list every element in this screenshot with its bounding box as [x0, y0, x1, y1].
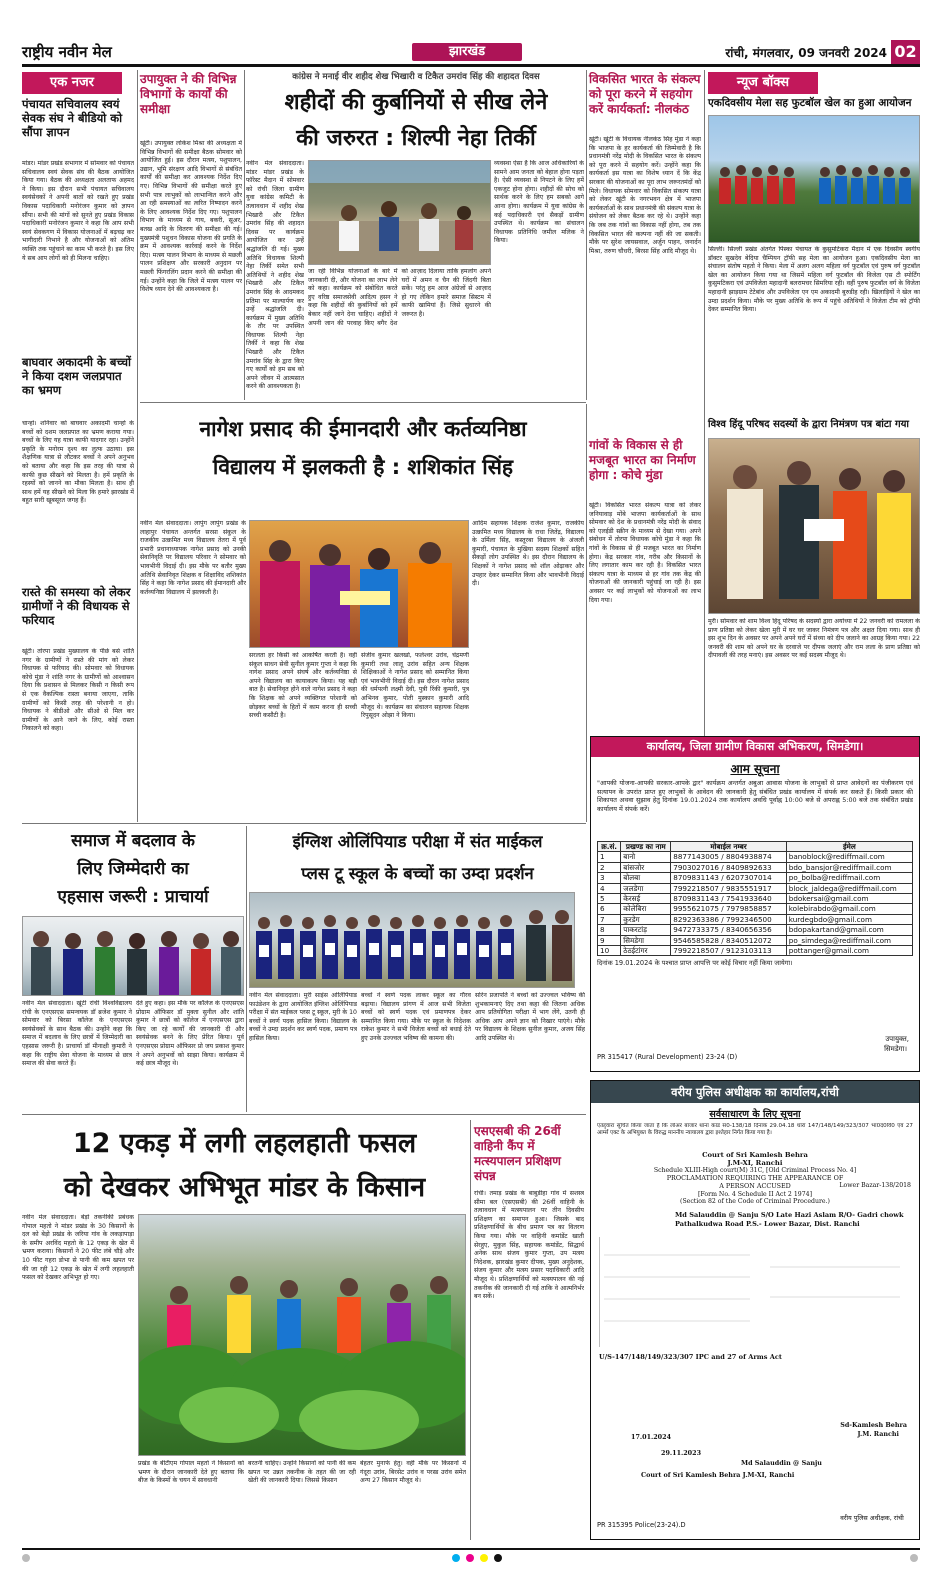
news-box-tag: न्यूज बॉक्स [708, 72, 818, 94]
cmyk-cyan-dot [452, 1554, 460, 1562]
karyalay-sign1: उपायुक्त, [885, 1035, 909, 1043]
row-rule-3 [22, 1114, 586, 1115]
shaheed-body-1: नवीन मेल संवाददाता। मांडर मांडर प्रखंड के फॉरेस्ट मैदान में सोमवार को रांची जिला ग्रामीण युवा कांग्रेस कमिटी के तत्वावधान में शहीद शेख भिखारी और टिकैत उमरांव सिंह की शहादत दिवस पर कार्यक्रम आयोजित कर उन्हें श्रद्धांजलि दी गई। मुख्य अतिथि विधायक शिल्पी नेहा तिर्की समेत सभी अतिथियों ने शहीद शेख भिखारी और टिकैत उमरांव सिंह के आदमकद प्रतिमा पर माल्यार्पण कर उन्हें श्रद्धांजलि दी। कार्यक्रम में मुख्य अतिथि के तौर पर उपस्थित विधायक शिल्पी नेहा तिर्की ने कहा कि शेख भिखारी और टिकैत उमरांव सिंह के द्वारा किए गए कार्यों को हम सब को अपने जीवन में आत्मसात करने की आवश्यकता है। [246, 160, 304, 391]
newsbox-body-2: मुरी। सोमवार को शाम विश्व हिंदू परिषद के सदस्यों द्वारा अयोध्या में 22 जनवरी को रामलला के प्राण प्रतिष्ठा को लेकर खेला मुरी में घर घर जाकर निमंत्रण पत्र और अक्षत दिया गया। साथ ही इस शुभ दिन के अवसर पर अपने अपने घरों में संध्या को दीप जलाने का आग्रह किया गया। 22 जनवरी की शाम को अपने घर के दरवाजे पर दीपक जलाएं और राम लला के प्राण प्रतिष्ठा को दीपावली की तरह मनाएं। इस अवसर पर कई सदस्य मौजूद थे। [708, 618, 920, 660]
table-row [598, 914, 913, 924]
viksit-headline: विकसित भारत के संकल्प को पूरा करने में सहयोग करें कार्यकर्ता: नीलकंठ [589, 72, 701, 116]
table-cell: बानो [621, 852, 671, 862]
s1-headline: पंचायत सचिवालय स्वयं सेवक संघ ने बीडियो को सौंपा ज्ञापन [22, 97, 123, 139]
nagesh-body-4: संजीव कुमार खलखो, फलेश्वर उरांव, चंद्रमणी कुमारी तथा लालू उरांव सहित अन्य शिक्षक शिक्षिकाओं ने नागेश प्रसाद को सम्मानित किया एवं भावभीनी विदाई दी। इस दौरान नागेश प्रसाद की धर्मपत्नी लक्ष्मी देवी, पुत्री रिंकी कुमारी, पुत्र अभिनव कुमार, पोती मुस्कान कुमारी आदि मौजूद थे। कार्यक्रम का संचालन सहायक शिक्षक रिपुसूदन ओझा ने किया। [361, 652, 469, 720]
samaj-body-2: देते हुए कहा। इस मौके पर कॉलेज के एनएसएस प्रोग्राम ऑफिसर डॉ मुक्ता सुनील और शांति कुमार ने छात्रों को कॉलेज में एनएसएस द्वारा किए जा रहे कार्यों की जानकारी दी और स्वयंसेवक बनने के लिए प्रेरित किया। पूर्व एनएसएस प्रोग्राम ऑफिसर प्रो जय प्रकाश कुमार ने अपने अनुभवों को साझा किया। कार्यक्रम में कई छात्र मौजूद थे। [136, 1000, 244, 1068]
police-date-2: 29.11.2023 [661, 1449, 702, 1457]
s3-headline: रास्ते की समस्या को लेकर ग्रामीणों ने की विधायक से फरियाद [22, 585, 131, 627]
section-tag: झारखंड [412, 43, 522, 61]
fasal-body-4: बेहतर मुनाफे हेतु। वहीं मौके पर किसानों में गंदूरा उरांव, बिरसेट उरांव व परस्ड उरांव समेत अन्य 27 किसान मौजूद थे। [360, 1460, 466, 1485]
shaheed-kicker: कांग्रेस ने मनाई वीर शहीद शेख भिखारी व टिकैत उमरांव सिंह की शहादत दिवस [292, 72, 540, 82]
cmyk-black-dot [494, 1554, 502, 1562]
fasal-headline-1: 12 एकड़ में लगी लहलहाती फसल [72, 1128, 417, 1159]
nagesh-body-2: सरलता हर किसी को आकर्षित करती है। वहीं संकुल साधन सेवी सुनील कुमार गुप्ता ने कहा कि नागेश प्रसाद अपने संघर्ष और कर्तव्यनिष्ठा से अपने विद्यालय का कायाकल्प किया। यह बड़ी बात है। सेवानिवृत होने वाले नागेश प्रसाद ने कहा कि शिक्षक को अपने व्यक्तिगत परेशानी को छोड़कर बच्चों के हितों में काम करना ही सच्ची सच्ची कसौटी है। [249, 652, 357, 720]
karyalay-table [597, 841, 913, 956]
karyalay-subtitle: आम सूचना [730, 762, 780, 776]
table-cell: 9546585828 / 8340512072 [671, 935, 787, 945]
vhp-photo [708, 438, 920, 614]
table-cell: 8709831143 / 7541933640 [671, 894, 787, 904]
table-row [598, 946, 913, 956]
table-cell: 9472733375 / 8340656356 [671, 925, 787, 935]
karyalay-table-header [598, 842, 913, 852]
table-cell: kurdegbdo@gmail.com [786, 914, 912, 924]
cmyk-magenta-dot [466, 1554, 474, 1562]
shaheed-body-3: व्यवस्था ऐसा है कि आज अधिकारियों के सामने आम जनता को बेहाल होना पड़ता है। ऐसी व्यवस्था से निपटने के लिए हमें एकजुट होना होगा। शहीदों की सोच को सार्थक करने के लिए हम सबको आगे आना होगा। कार्यक्रम में युवा कांग्रेस के कई पदाधिकारी एवं सैकड़ों ग्रामीण उपस्थित थे। कार्यक्रम का संचालन विधायक प्रतिनिधि जमील मलिक ने किया। [494, 160, 584, 245]
fasal-body-1: नवीन मेल संवाददाता। बेड़ो तकनीकी प्रबंधक गोपाल महतो ने मांडर प्रखंड के 30 किसानों के दल को बेड़ो प्रखंड के जरिया गांव के लकड़ापाड़ा के समीप अरविंद महतो के 12 एकड़ के खेत में भ्रमण कराया। किसानों ने 20 फीट लंबे चौड़े और 10 फीट गहरा डोभा से पानी की कम खपत पर की जा रही 12 एकड़ के खेत में लगी लहलहाती फसल को देखकर अभिभूत हो गए। [22, 1214, 134, 1282]
table-cell: बोलबा [621, 873, 671, 883]
table-cell: कोलेबिरा [621, 904, 671, 914]
page-number: 02 [891, 40, 920, 64]
table-cell: 2 [598, 862, 621, 872]
samaj-body: नवीन मेल संवाददाता। खूंटी रांची विश्वविद्यालय रांची के एनएसएस समन्वयक डॉ ब्रजेश कुमार ने सोमवार को बिरसा कॉलेज के एनएसएस स्वयंसेवकों के साथ बैठक की। उन्होंने कहा कि समाज में बदलाव के लिए छात्रों में जिम्मेदारी का एहसास जरूरी है। प्राचार्या डॉ मीनाक्षी कुमारी ने कहा कि राष्ट्रीय सेवा योजना के माध्यम से छात्र समाज की सेवा करते हैं। [22, 1000, 132, 1068]
police-sd-1: Sd-Kamlesh Behra [840, 1421, 907, 1429]
masthead-rule [22, 64, 920, 67]
karyalay-ad [590, 736, 920, 1072]
shaheed-photo [308, 160, 491, 265]
police-court-3: Court of Sri Kamlesh Behra J.M-XI, Ranchi [641, 1471, 795, 1479]
shaheed-headline-2: की जरुरत : शिल्पी नेहा तिर्की [296, 126, 536, 151]
row-rule-2 [22, 823, 586, 824]
table-cell: 8709831143 / 6207307014 [671, 873, 787, 883]
karyalay-table-wrap [597, 841, 913, 956]
fasal-crop-field [139, 1215, 466, 1456]
table-cell: सिमडेगा [621, 935, 671, 945]
table-cell: कुरडेग [621, 914, 671, 924]
table-cell: 10 [598, 946, 621, 956]
police-ad [590, 1080, 920, 1540]
nagesh-headline-2: विद्यालय में झलकती है : शशिकांत सिंह [212, 455, 514, 479]
police-proclamation-row [591, 1182, 919, 1191]
olympiad-students [250, 893, 575, 988]
karyalay-sign2: सिमडेगा। [884, 1045, 907, 1053]
cmyk-strip [22, 1554, 920, 1564]
viksit-body-2: खूंटी। विकसित भारत संकल्प यात्रा को लेकर जनियावाड़ मोंबे भाजपा कार्यकर्ताओं के साथ सोमवार को देश के प्रधानमंत्री नरेंद्र मोदी के संवाद को एलईडी स्क्रीन के माध्यम से देखा गया। अपने संबोधन में तोरपा विधायक कोचे मुंडा ने कहा कि गांवों के विकास से ही मजबूत भारत का निर्माण होगा। केंद्र सरकार गांव, गरीब और किसानों के लिए लगातार काम कर रही है। विकसित भारत संकल्प यात्रा के माध्यम से हर गांव तक केंद्र की योजनाओं की जानकारी पहुंचाई जा रही है। इस अवसर पर कई लाभुकों को योजनाओं का लाभ दिया गया। [589, 502, 701, 604]
karyalay-table-body [598, 852, 913, 956]
olympiad-headline-1: इंग्लिश ओलिंपियाड परीक्षा में संत माईकल [292, 832, 543, 851]
nagesh-photo-figures [250, 521, 469, 648]
table-cell: 3 [598, 873, 621, 883]
table-row [598, 894, 913, 904]
olympiad-body-1: नवीन मेल संवाददाता। मुरी साइंस ओलिंपियाड फाउंडेशन के द्वारा आयोजित इंग्लिश ओलिंपियाड परीक्षा में संत माईकल प्लस टू स्कूल, मुरी के 10 बच्चों ने स्वर्ण पदक हासिल किया। विद्यालय के बच्चों ने उम्दा प्रदर्शन कर स्वर्ण पदक, प्रमाण पत्र हासिल किया। [249, 992, 357, 1042]
table-row [598, 904, 913, 914]
dateline: रांची, मंगलवार, 09 जनवरी 2024 [725, 46, 887, 60]
table-cell: bdopakartand@gmail.com [786, 925, 912, 935]
police-form-lines-svg [600, 1237, 912, 1347]
table-cell: bdokersai@gmail.com [786, 894, 912, 904]
karyalay-title: कार्यालय, जिला ग्रामीण विकास अभिकरण, सिमडेगा। [591, 737, 919, 757]
shaheed-headline-1: शहीदों की कुर्बानियों से सीख लेने [284, 90, 548, 115]
police-section: (Section 82 of the Code of Criminal Procedure.) [680, 1198, 830, 1205]
nagesh-body-1: नवीन मेल संवाददाता। लापुंग लापुंग प्रखंड के लाहापुर पंचायत अन्तर्गत सरसा संकुल के राजकीय उत्क्रमित मध्य विद्यालय तेतरा में पूर्व प्रभारी प्रधानाध्यापक नागेश प्रसाद को उनकी सेवानिवृति पर विद्यालय परिवार ने सोमवार को भावभीनी विदाई दी। इस मौके पर बतौर मुख्य अतिथि सेवानिवृत शिक्षक व शिक्षाविद शशिकांत सिंह ने कहा कि नागेश प्रसाद की ईमानदारी और कर्तव्यनिष्ठा विद्यालय में झलकती है। [140, 520, 246, 596]
nagesh-photo [249, 520, 469, 648]
police-ipc: U/S-147/148/149/323/307 IPC and 27 of Arms Act [599, 1353, 782, 1361]
fasal-photo [138, 1214, 466, 1456]
samaj-photo-figures [23, 917, 244, 996]
s2-headline: बाघवार अकादमी के बच्चों ने किया दशम जलप्रपात का भ्रमण [22, 355, 132, 397]
newsbox-headline-2: विश्व हिंदू परिषद सदस्यों के द्वारा निमंत्रण पत्र बांटा गया [708, 419, 910, 430]
nagesh-body-3: आदिम सहायक शिक्षक राजेश कुमार, राजकीय उत्क्रमित मध्य विद्यालय के राधा जितेंद्र, विद्यालय के उर्मिला सिंह, कस्तूरबा विद्यालय के अंजली कुमारी, पंचायत के मुखिया सदस्य शिक्षकों सहित सैकड़ों लोग उपस्थित थे। इस दौरान विद्यालय के शिक्षकों ने नागेश प्रसाद को शॉल ओढ़ाकर और उपहार देकर सम्मानित किया और भावभीनी विदाई दी। [472, 520, 584, 588]
col-rule-3 [586, 70, 587, 400]
table-cell: bdo_bansjor@rediffmail.com [786, 862, 912, 872]
table-cell: जलडेगा [621, 883, 671, 893]
col-rule-6 [246, 826, 247, 1112]
table-cell: 1 [598, 852, 621, 862]
s1-body: मांडर। मांडर प्रखंड सभागार में सोमवार को पंचायत सचिवालय स्वयं सेवक संघ की बैठक आयोजित किया गया। बैठक की अध्यक्षता अलताफ अहमद ने किया। इस दौरान सभी पंचायत सचिवालय स्वयंसेवकों ने अपनी बातों को रखते हुए प्रखंड विकास पदाधिकारी मनोरंजन कुमार को ज्ञापन सौंपा। सभी की मांगों को सुनते हुए प्रखंड विकास पदाधिकारी मनोरंजन कुमार ने कहा कि आप सभी स्वयं सेवकगण में विकास योजनाओं में बढ़चढ़ कर भागीदारी निभाने है और योजनाओं को अंतिम व्यक्ति तक पहुंचाने का काम भी करते है। इस लिए ये सब आप लोगों को ही मिलना चाहिए। [22, 160, 134, 262]
table-cell: pottanger@gmail.com [786, 946, 912, 956]
cmyk-gray-dot [22, 1554, 30, 1562]
ek-nazar-tag: एक नजर [22, 72, 122, 94]
police-proclamation-2: A PERSON ACCUSED [719, 1182, 791, 1190]
table-row [598, 883, 913, 893]
table-cell: po_bolba@rediffmail.com [786, 873, 912, 883]
police-court-1: Court of Sri Kamlesh Behra [702, 1151, 808, 1159]
police-proclamation-1: PROCLAMATION REQUIRING THE APPEARANCE OF [666, 1174, 844, 1182]
table-cell: kolebirabdo@gmail.com [786, 904, 912, 914]
nagesh-headline-1: नागेश प्रसाद की ईमानदारी और कर्तव्यनिष्ठा [199, 417, 527, 441]
col-rule-7 [470, 1120, 471, 1540]
police-sd-2: J.M. Ranchi [857, 1430, 899, 1438]
s2-body: चान्हो। शनिवार को बाघवार अकादमी चान्हो के बच्चों को दशम जलप्रपात का भ्रमण कराया गया। बच्चों के लिए यह यात्रा काफी यादगार रहा। उन्होंने प्रकृति के मनोरम दृश्य का लुत्फ उठाया। इस शैक्षणिक यात्रा से लौटकर बच्चों ने अपने अनुभव को बताया और कहा कि इस तरह की यात्रा से काफी कुछ सीखने को मिलता है। हमें प्रकृति के रहस्यों को जानने का मौका मिलता है। साथ ही साथ हमें यह सीखने को मिला कि हमारे झारखंड में बहुत सारी खूबसूरत जगह हैं। [22, 420, 134, 505]
newsbox-body-1: सिल्ली। सिल्ली प्रखंड अंतर्गत पिस्का पंचायत के कुसुमटिकरा मैदान में एक दिवसीय स्वर्गीय डॉक्टर सुखदेव बेदिया चैम्पियन ट्रॉफी सह मेला का आयोजन हुआ। एकदिवसीय मेला का संचालन संतोष महतो ने किया। मेला में अलग अलग महिला वर्ग फुटबॉल एवं पुरुष वर्ग फुटबॉल खेल का आयोजन किया गया था जिसमें महिला वर्ग फुटबॉल की विजेता एस टी स्पोर्टिंग कुसुमटिकरा एवं उपविजेता महादानी बलरामचर सिमरिया रही। वहीं पुरुष फुटबॉल वर्ग के विजेता महादानी झाड़ग्राम टेटेबांध और उपविजेता एन एम अकादमी बुरुडीह रही। खिलाड़ियों ने खेल का उम्दा प्रदर्शन किया। मौके पर मुख्य अतिथि के रूप में पहुंचे अतिथियों ने विजेता टीम को ट्रॉफी देकर सम्मानित किया। [708, 246, 920, 314]
police-subtitle: सर्वसाधारण के लिए सूचना [709, 1109, 801, 1120]
col-rule-2 [244, 70, 245, 400]
karyalay-pr: PR 315417 (Rural Development) 23-24 (D) [597, 1053, 738, 1061]
table-row [598, 935, 913, 945]
shaheed-photo-figures [309, 161, 491, 265]
table-cell: 5 [598, 894, 621, 904]
police-date-1: 17.01.2024 [631, 1433, 672, 1441]
police-schedule: Schedule XLIII-High court(M) 31C, [Old Criminal Process No. 4] [653, 1167, 857, 1174]
ssb-headline: एसएसबी की 26वीं वाहिनी कैंप में मत्स्यपालन प्रशिक्षण संपन्न [474, 1124, 561, 1183]
football-team-figures [709, 116, 920, 243]
table-cell: 7 [598, 914, 621, 924]
olympiad-headline-2: प्लस टू स्कूल के बच्चों का उम्दा प्रदर्शन [301, 864, 534, 883]
table-cell: 8 [598, 925, 621, 935]
shaheed-body-2: जा रही विभिन्न योजनाओं के बारे में जानकारी दी, और योजना का लाभ लेने को कहा। कार्यक्रम को संबोधित करते हुए वरिष्ठ समाजसेवी आदित्य हसन ने कहा कि शहीदों की कुर्बानियों को हमें बेकार नहीं जाने देना चाहिए। शहीदों ने अपनी जान की परवाह किए बगैर देश को आज़ाद दिलाया ताकि हमलोग अपने घरों में अमन व चैन की जिंदगी बिता सकें। परंतु हम आज अंग्रेजों से आज़ाद हो गए लेकिन हमारे समाज सिस्टम में काफी खामियां हैं। जिसे सुधारने की जरूरत है। [308, 268, 491, 327]
police-form: [Form No. 4 Schedule II Act 2 1974] [698, 1191, 812, 1198]
table-cell: 9955621075 / 7979858857 [671, 904, 787, 914]
football-photo [708, 115, 920, 243]
cmyk-gray-dot-2 [910, 1554, 918, 1562]
table-header-cell: प्रखण्ड का नाम [621, 842, 671, 852]
table-cell: 4 [598, 883, 621, 893]
olympiad-body-2: बच्चों ने स्वर्ण पदक लाकर स्कूल का गौरव बढ़ाया। विद्यालय प्रांगण में आज सभी विजेता बच्चों को स्वर्ण पदक एवं प्रमाणपत्र देकर सम्मानित किया गया। मौके पर स्कूल के निदेशक राकेश कुमार ने सभी विजेता बच्चों को बधाई देते हुए उनके उज्ज्वल भविष्य की कामना की। [361, 992, 471, 1042]
karyalay-intro: "आपकी योजना-आपकी सरकार-आपके द्वार" कार्यक्रम अन्तर्गत अबुआ आवास योजना के लाभुकों से प्राप्त आवेदनों का पंजीकरण एवं सत्यापन के उपरांत प्राप्त हुए लाभुकों के आवेदन की जानकारी हेतु संबंधित प्रखंड कार्यालय में संपर्क कर सकते हैं। किसी प्रकार की शिकायत अथवा सुझाव हेतु दिनांक 19.01.2024 तक कार्यालय अवधि पूर्वाह्न 10:00 बजे से अपराह्न 5:00 बजे तक संबंधित प्रखंड कार्यालय में संपर्क करें। [597, 779, 913, 813]
olympiad-body-3: सोरेन प्रजापति ने बच्चों को उज्ज्वल भविष्य की शुभकामनाएं दिए तथा कहा की जितना अधिक आप प्रतियोगिता परीक्षा में भाग लेंगे, उतनी ही अधिक आप अपने ज्ञान को निखार पाएंगे। मौके पर विद्यालय के शिक्षक सुनील कुमार, अजय सिंह आदि उपस्थित थे। [475, 992, 585, 1042]
col-rule-5 [586, 404, 587, 822]
table-header-cell: क्र.सं. [598, 842, 621, 852]
table-cell: block_jaldega@rediffmail.com [786, 883, 912, 893]
row-rule-1 [140, 402, 586, 403]
table-cell: पाकरटांड़ [621, 925, 671, 935]
samaj-headline-2: लिए जिम्मेदारी का [77, 859, 189, 879]
table-cell: 7992218507 / 9835551917 [671, 883, 787, 893]
police-accused-2: Md Salauddin @ Sanju [741, 1459, 822, 1467]
table-header-cell: मोबाईल नम्बर [671, 842, 787, 852]
cmyk-yellow-dot [480, 1554, 488, 1562]
vhp-photo-figures [709, 439, 920, 614]
table-cell: 6 [598, 904, 621, 914]
police-form-lines [599, 1237, 911, 1347]
fasal-body-3: बरतनी चाहिए। उन्होंने किसानों को पानी की कम खपत पर उन्नत तकनीक के तहत की जा रही खेती की जानकारी दिया। जिससे किसान [248, 1460, 356, 1485]
upayukt-headline: उपायुक्त ने की विभिन्न विभागों के कार्यों की समीक्षा [140, 72, 237, 116]
table-cell: 7992218507 / 9123103113 [671, 946, 787, 956]
newsbox-headline-1: एकदिवसीय मेला सह फुटबॉल खेल का हुआ आयोजन [708, 97, 912, 109]
table-row [598, 862, 913, 872]
table-cell: ठेठईटांगर [621, 946, 671, 956]
table-cell: banoblock@rediffmail.com [786, 852, 912, 862]
samaj-headline-3: एहसास जरूरी : प्राचार्या [57, 887, 209, 907]
police-case: Lower Bazar-138/2018 [839, 1182, 911, 1189]
masthead-name: राष्ट्रीय नवीन मेल [22, 43, 112, 61]
police-sign: वरीय पुलिस अधीक्षक, रांची [840, 1514, 904, 1522]
table-cell: po_simdega@rediffmail.com [786, 935, 912, 945]
police-title: वरीय पुलिस अधीक्षक का कार्यालय,रांची [591, 1081, 919, 1103]
police-accused: Md Salauddin @ Sanju S/O Late Hazi Aslam R/O- Gadri chowk Pathalkudwa Road P.S.- Lower Bazar, Dist. Ranchi [675, 1211, 904, 1228]
table-header-cell: ईमेल [786, 842, 912, 852]
viksit-body: खूंटी। खूंटी के विधायक नीलकंठ सिंह मुंडा ने कहा कि भाजपा के हर कार्यकर्ता की जिम्मेवारी है कि प्रधानमंत्री नरेंद्र मोदी के विकसित भारत के संकल्प को पूरा करने में सहयोग करें। उन्होंने कहा कि कार्यकर्ता इस यात्रा का विशेष ध्यान दें कि केंद्र सरकार की योजनाओं का पूरा लाभ जरूरतमंदों को मिले। विधायक सोमवार को विकसित संकल्प यात्रा को लेकर खूंटी के नगरभवन क्षेत्र में भाजपा कार्यकर्ताओं के साथ प्रधानमंत्री की संकल्प यात्रा के संयोजन को लेकर बैठक कर रहे थे। उन्होंने कहा कि जब तक गांवों का विकास नहीं होगा, तब तक विकसित भारत की कल्पना नहीं की जा सकती। मौके पर सुरेश जायसवाल, अर्जुन पाहन, जनार्दन मिश्रा, तरुण चौधरी, बिरसा सिंह आदि मौजूद थे। [589, 136, 701, 255]
ssb-body: रांची। तमाड़ प्रखंड के बाबुडीहा गांव में सशस्त्र सीमा बल (एसएसबी) की 26वीं वाहिनी के तत्वावधान में मत्स्यपालन पर तीन दिवसीय प्रशिक्षण का समापन हुआ। जिसके बाद प्रशिक्षणार्थियों के बीच प्रमाण पत्र का वितरण किया गया। मौके पर वाहिनी कमांडेंट खाती सेरहुए, मुकुल सिंह, सहायक कमांडेंट, सिद्धार्थ अनेक साथ संजय कुमार गुप्ता, उप मत्स्य निदेशक, झारखंड कुमार दीपक, मुख्य अनुदेशक, संजय कुमार और मत्स्य प्रसार पदाधिकारी आदि मौजूद थे। प्रशिक्षणार्थियों को मत्स्यपालन की नई तकनीक की जानकारी दी गई ताकि वे आत्मनिर्भर बन सकें। [474, 1190, 584, 1301]
karyalay-footer: दिनांक 19.01.2024 के पश्चात प्राप्त आपत्ति पर कोई विचार नहीं किया जायेगा। [597, 959, 793, 968]
s3-body: खूंटी। तोरपा प्रखंड मुख्यालय के पीछे बसे शांति नगर के ग्रामीणों ने रास्ते की मांग को लेकर विधायक से फरियाद की। सोमवार को विधायक कोचे मुंडा ने शांति नगर के ग्रामीणों को आश्वासन दिया कि प्रशासन से मिलकर किसी न किसी रूप से एक वैकल्पिक रास्ता बनाया जाएगा, ताकि ग्रामीणों को किसी तरह की परेशानी न हो। विधायक ने बीडीओ और सीओ से मिल कर ग्रामीणों के आने जाने के लिए, कोई रास्ता निकालने को कहा। [22, 648, 134, 733]
upayukt-body: खूंटी। उपायुक्त लोकेश मिश्रा की अध्यक्षता में विभिन्न विभागों की समीक्षा बैठक सोमवार को आयोजित हुई। इस दौरान मत्स्य, पशुपालन, उद्यान, भूमि संरक्षण आदि विभागों से संबंधित कार्यों की समीक्षा कर आवश्यक निर्देश दिए गए। विभिन्न विभागों की समीक्षा करते हुए सभी पात्र लाभुकों को लाभान्वित करने और आ रही समस्याओं का त्वरित निष्पादन करने के लिए आवश्यक निर्देश दिए गए। पशुपालन विभाग के माध्यम से गाय, बकरी, सूअर, बतख आदि के वितरण की समीक्षा की गई। मुख्यमंत्री पशुधन विकास योजना की प्रगति के क्रम में आवश्यक कार्रवाई करने के निर्देश दिए। मत्स्य पालन विभाग के माध्यम से मछली पालन प्रशिक्षण और सरकारी अनुदान पर मछली फिंगरलिंग प्रदान करने की समीक्षा की गई। उन्होंने कहा कि जिले में मत्स्य पालन पर विशेष ध्यान देने की आवश्यकता है। [140, 140, 242, 294]
bottom-rule [22, 1548, 920, 1550]
olympiad-photo [249, 892, 575, 988]
samaj-photo [22, 916, 244, 996]
table-row [598, 925, 913, 935]
fasal-body-2: प्रखंड के बीटीएम गोपाल महतो ने किसानों को भ्रमण के दौरान जानकारी देते हुए बताया कि बीज के किस्मों के चयन में सावधानी [138, 1460, 244, 1485]
table-cell: बांसजोर [621, 862, 671, 872]
police-intro: एतद्द्वारा सूचित किया जाता है कि लोअर बाजार थाना कांड सं0-138/18 दिनांक 29.04.18 धारा 147/148/149/323/307 भा0द0वि0 एवं 27 आर्म्स एक्ट के अभियुक्त के विरुद्ध माननीय न्यायालय द्वारा इश्तेहार निर्गत किया गया है। [597, 1123, 913, 1137]
viksit-headline-2: गांवों के विकास से ही मजबूत भारत का निर्माण होगा : कोचे मुंडा [589, 438, 696, 482]
col-rule-4 [704, 70, 705, 736]
fasal-headline-2: को देखकर अभिभूत मांडर के किसान [63, 1172, 426, 1203]
police-court-2: J.M-XI, Ranchi [727, 1159, 783, 1167]
table-cell: 8292363386 / 7992346500 [671, 914, 787, 924]
police-pr: PR 315395 Police(23-24).D [597, 1521, 686, 1529]
table-row [598, 852, 913, 862]
col-rule-1 [137, 70, 138, 822]
table-cell: 7903027016 / 8409892633 [671, 862, 787, 872]
samaj-headline-1: समाज में बदलाव के [71, 831, 195, 851]
table-cell: 8877143005 / 8804938874 [671, 852, 787, 862]
table-cell: केरसई [621, 894, 671, 904]
table-cell: 9 [598, 935, 621, 945]
table-row [598, 873, 913, 883]
